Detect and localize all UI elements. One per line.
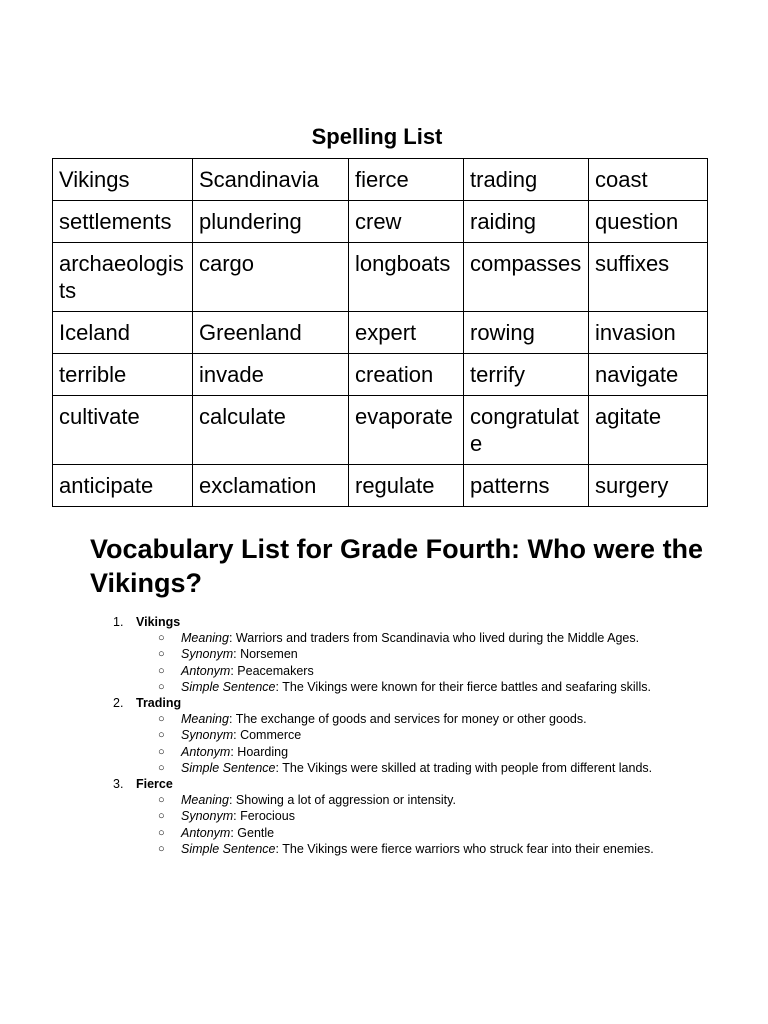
synonym-line: ○ Synonym: Ferocious bbox=[158, 809, 295, 824]
table-cell: regulate bbox=[349, 465, 464, 507]
table-cell: archaeologists bbox=[53, 243, 193, 312]
meaning-label: Meaning bbox=[181, 631, 229, 646]
table-cell: cultivate bbox=[53, 396, 193, 465]
table-cell: trading bbox=[464, 159, 589, 201]
sentence-line: ○ Simple Sentence: The Vikings were skilled at trading with people from different lands. bbox=[158, 760, 653, 775]
sentence-text: The Vikings were fierce warriors who struck fear into their enemies. bbox=[282, 841, 654, 856]
table-cell: rowing bbox=[464, 312, 589, 354]
table-cell: Scandinavia bbox=[193, 159, 349, 201]
circle-bullet-icon: ○ bbox=[158, 680, 165, 693]
table-row bbox=[53, 396, 708, 465]
table-row bbox=[53, 312, 708, 354]
circle-bullet-icon: ○ bbox=[158, 729, 165, 742]
table-row bbox=[53, 159, 708, 201]
circle-bullet-icon: ○ bbox=[158, 745, 165, 758]
table-cell: fierce bbox=[349, 159, 464, 201]
table-cell: Iceland bbox=[53, 312, 193, 354]
synonym-label: Synonym bbox=[181, 728, 234, 743]
table-cell: invasion bbox=[589, 312, 708, 354]
antonym-text: Gentle bbox=[237, 825, 275, 840]
table-cell: suffixes bbox=[589, 243, 708, 312]
meaning-label: Meaning bbox=[181, 793, 229, 808]
meaning-text: Showing a lot of aggression or intensity. bbox=[235, 793, 456, 808]
table-cell: raiding bbox=[464, 201, 589, 243]
table-cell: compasses bbox=[464, 243, 589, 312]
table-cell: Vikings bbox=[53, 159, 193, 201]
meaning-text: Warriors and traders from Scandinavia who lived during the Middle Ages. bbox=[235, 631, 640, 646]
meaning-label: Meaning bbox=[181, 712, 229, 727]
table-cell: Greenland bbox=[193, 312, 349, 354]
circle-bullet-icon: ○ bbox=[158, 713, 165, 726]
meaning-text: The exchange of goods and services for money or other goods. bbox=[235, 712, 587, 727]
antonym-label: Antonym bbox=[181, 663, 231, 678]
vocab-word: Vikings bbox=[136, 615, 181, 629]
sentence-label: Simple Sentence bbox=[181, 841, 276, 856]
table-cell: cargo bbox=[193, 243, 349, 312]
sentence-line: ○ Simple Sentence: The Vikings were fierce warriors who struck fear into their enemies. bbox=[158, 841, 654, 856]
item-number: 3. bbox=[113, 777, 124, 792]
synonym-label: Synonym bbox=[181, 647, 234, 662]
table-cell: creation bbox=[349, 354, 464, 396]
meaning-line: ○ Meaning: The exchange of goods and services for money or other goods. bbox=[158, 712, 587, 727]
list-item bbox=[0, 614, 768, 630]
synonym-label: Synonym bbox=[181, 809, 234, 824]
list-item bbox=[0, 776, 768, 792]
table-cell: terrible bbox=[53, 354, 193, 396]
item-number: 1. bbox=[113, 615, 124, 629]
vocabulary-list bbox=[0, 614, 768, 857]
table-cell: patterns bbox=[464, 465, 589, 507]
table-cell: invade bbox=[193, 354, 349, 396]
table-cell: expert bbox=[349, 312, 464, 354]
antonym-line: ○ Antonym: Hoarding bbox=[158, 744, 289, 759]
spelling-table bbox=[52, 158, 708, 507]
synonym-line: ○ Synonym: Commerce bbox=[158, 728, 302, 743]
synonym-line: ○ Synonym: Norsemen bbox=[158, 647, 298, 662]
table-cell: agitate bbox=[589, 396, 708, 465]
antonym-text: Peacemakers bbox=[237, 663, 314, 678]
item-number: 2. bbox=[113, 696, 124, 711]
table-cell: plundering bbox=[193, 201, 349, 243]
sentence-line: ○ Simple Sentence: The Vikings were known for their fierce battles and seafaring skills. bbox=[158, 679, 651, 694]
table-cell: settlements bbox=[53, 201, 193, 243]
circle-bullet-icon: ○ bbox=[158, 842, 165, 855]
circle-bullet-icon: ○ bbox=[158, 761, 165, 774]
sentence-text: The Vikings were skilled at trading with people from different lands. bbox=[282, 760, 653, 775]
table-row bbox=[53, 243, 708, 312]
spelling-list-title: Spelling List bbox=[311, 124, 443, 149]
sentence-text: The Vikings were known for their fierce battles and seafaring skills. bbox=[282, 679, 651, 694]
table-cell: anticipate bbox=[53, 465, 193, 507]
sentence-label: Simple Sentence bbox=[181, 760, 276, 775]
circle-bullet-icon: ○ bbox=[158, 810, 165, 823]
table-cell: navigate bbox=[589, 354, 708, 396]
vocab-word: Trading bbox=[136, 696, 182, 711]
table-cell: crew bbox=[349, 201, 464, 243]
synonym-text: Ferocious bbox=[240, 809, 295, 824]
table-row bbox=[53, 465, 708, 507]
meaning-line: ○ Meaning: Showing a lot of aggression or intensity. bbox=[158, 793, 456, 808]
circle-bullet-icon: ○ bbox=[158, 632, 165, 645]
table-cell: congratulate bbox=[464, 396, 589, 465]
antonym-line: ○ Antonym: Gentle bbox=[158, 825, 275, 840]
table-cell: terrify bbox=[464, 354, 589, 396]
table-cell: evaporate bbox=[349, 396, 464, 465]
antonym-text: Hoarding bbox=[237, 744, 289, 759]
antonym-line: ○ Antonym: Peacemakers bbox=[158, 663, 314, 678]
circle-bullet-icon: ○ bbox=[158, 664, 165, 677]
table-row bbox=[53, 354, 708, 396]
table-cell: question bbox=[589, 201, 708, 243]
circle-bullet-icon: ○ bbox=[158, 648, 165, 661]
antonym-label: Antonym bbox=[181, 825, 231, 840]
sentence-label: Simple Sentence bbox=[181, 679, 276, 694]
table-cell: surgery bbox=[589, 465, 708, 507]
circle-bullet-icon: ○ bbox=[158, 794, 165, 807]
meaning-line: ○ Meaning: Warriors and traders from Scandinavia who lived during the Middle Ages. bbox=[158, 631, 640, 646]
table-cell: calculate bbox=[193, 396, 349, 465]
list-item bbox=[0, 695, 768, 711]
table-cell: coast bbox=[589, 159, 708, 201]
vocabulary-heading: Vocabulary List for Grade Fourth: Who were the Vikings? bbox=[90, 534, 704, 598]
table-cell: longboats bbox=[349, 243, 464, 312]
table-row bbox=[53, 201, 708, 243]
vocab-word: Fierce bbox=[136, 777, 173, 792]
antonym-label: Antonym bbox=[181, 744, 231, 759]
synonym-text: Commerce bbox=[240, 728, 302, 743]
circle-bullet-icon: ○ bbox=[158, 826, 165, 839]
synonym-text: Norsemen bbox=[240, 647, 298, 662]
table-cell: exclamation bbox=[193, 465, 349, 507]
